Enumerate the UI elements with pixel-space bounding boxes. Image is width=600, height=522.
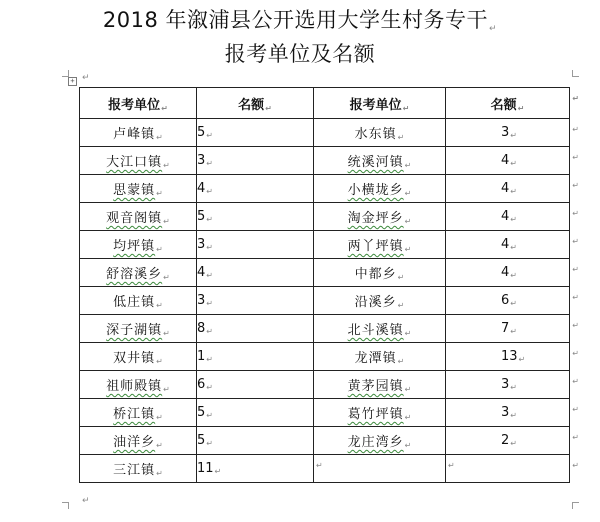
unit-a-cell-text: 油洋乡 — [113, 435, 156, 450]
unit-b-cell-text: 统溪河镇 — [347, 155, 404, 170]
quota-a-cell-value: 3 — [197, 293, 206, 308]
paragraph-mark-icon: ↵ — [397, 301, 405, 310]
paragraph-mark-icon: ↵ — [510, 383, 517, 392]
unit-a-cell-text: 三江镇 — [113, 463, 156, 478]
row-end-mark-icon: ↵ — [572, 377, 579, 386]
quota-a-cell-value: 1 — [197, 349, 206, 364]
document-title-line-1 — [0, 4, 600, 34]
quota-b-cell — [446, 371, 579, 399]
paragraph-mark-icon: ↵ — [156, 189, 163, 198]
quota-b-cell — [446, 315, 579, 343]
quota-b-cell-value: 3 — [501, 125, 510, 140]
unit-b-cell-text: 中都乡 — [354, 267, 397, 282]
unit-a-cell-text: 均坪镇 — [113, 239, 156, 254]
paragraph-mark-icon: ↵ — [163, 329, 170, 338]
table-row — [80, 119, 570, 147]
quota-b-cell-value: 3 — [501, 405, 510, 420]
row-end-mark-icon: ↵ — [572, 433, 579, 442]
paragraph-mark-icon: ↵ — [404, 161, 412, 170]
paragraph-mark-icon: ↵ — [214, 467, 222, 476]
paragraph-mark-icon: ↵ — [404, 217, 412, 226]
paragraph-mark-icon: ↵ — [206, 187, 213, 196]
paragraph-mark-icon: ↵ — [404, 189, 412, 198]
quota-b-cell-value: 4 — [501, 237, 510, 252]
unit-a-cell-text: 舒溶溪乡 — [106, 267, 163, 282]
unit-b-cell — [314, 203, 446, 231]
paragraph-mark-icon: ↵ — [206, 271, 213, 280]
quota-b-cell — [446, 455, 579, 483]
paragraph-mark-icon: ↵ — [397, 273, 405, 282]
quota-a-cell-value: 5 — [197, 405, 206, 420]
quota-b-cell-value: 4 — [501, 265, 510, 280]
header-quota-a: 名额↵ — [197, 88, 314, 119]
unit-a-cell — [80, 203, 197, 231]
row-end-mark-icon: ↵ — [572, 153, 579, 162]
quota-a-cell — [197, 427, 314, 455]
unit-b-cell-text: 水东镇 — [354, 127, 397, 142]
unit-a-cell-text: 祖师殿镇 — [106, 379, 163, 394]
quota-b-cell — [446, 175, 579, 203]
table-row — [80, 203, 570, 231]
row-end-mark-icon: ↵ — [572, 125, 579, 134]
quota-a-cell-value: 8 — [197, 321, 206, 336]
row-end-mark-icon: ↵ — [572, 209, 579, 218]
quota-b-cell-value: 4 — [501, 209, 510, 224]
table-row — [80, 315, 570, 343]
unit-a-cell — [80, 371, 197, 399]
unit-b-cell — [314, 175, 446, 203]
unit-a-cell — [80, 399, 197, 427]
paragraph-mark-icon: ↵ — [156, 133, 163, 142]
paragraph-mark-icon: ↵ — [510, 243, 517, 252]
unit-b-cell-text: 两丫坪镇 — [347, 239, 404, 254]
quota-a-cell-value: 5 — [197, 125, 206, 140]
table-move-handle-icon[interactable]: + — [68, 77, 77, 86]
unit-b-cell — [314, 371, 446, 399]
header-unit-b: 报考单位↵ — [314, 88, 446, 119]
quota-b-cell — [446, 287, 579, 315]
quota-a-cell — [197, 399, 314, 427]
document-title-line-2 — [0, 38, 600, 68]
quota-a-cell-value: 3 — [197, 237, 206, 252]
unit-a-cell — [80, 287, 197, 315]
unit-a-cell-text: 深子湖镇 — [106, 323, 163, 338]
paragraph-mark-icon: ↵ — [510, 327, 517, 336]
title-line-1-text: 2018 年溆浦县公开选用大学生村务专干 — [102, 8, 489, 32]
paragraph-mark-icon: ↵ — [156, 245, 163, 254]
paragraph-mark-icon: ↵ — [206, 243, 213, 252]
unit-a-cell — [80, 147, 197, 175]
table-row — [80, 399, 570, 427]
unit-a-cell — [80, 455, 197, 483]
table-row — [80, 147, 570, 175]
row-end-mark-icon: ↵ — [572, 321, 579, 330]
row-end-mark-icon: ↵ — [572, 405, 579, 414]
table-row — [80, 371, 570, 399]
unit-b-cell — [314, 287, 446, 315]
unit-a-cell — [80, 315, 197, 343]
quota-a-cell — [197, 231, 314, 259]
paragraph-mark-icon: ↵ — [510, 299, 517, 308]
paragraph-mark-icon: ↵ — [448, 461, 455, 470]
unit-b-cell — [314, 231, 446, 259]
unit-b-cell-text: 小横垅乡 — [347, 183, 404, 198]
quota-b-cell — [446, 147, 579, 175]
unit-a-cell — [80, 231, 197, 259]
paragraph-mark-icon: ↵ — [510, 215, 517, 224]
paragraph-mark-icon: ↵ — [510, 131, 517, 140]
paragraph-mark-icon: ↵ — [206, 327, 213, 336]
unit-a-cell-text: 观音阁镇 — [106, 211, 163, 226]
unit-b-cell — [314, 399, 446, 427]
header-quota-b: 名额↵ ↵ — [446, 88, 570, 119]
quota-a-cell — [197, 287, 314, 315]
unit-b-cell-text: 龙潭镇 — [354, 351, 397, 366]
paragraph-mark-icon: ↵ — [206, 299, 213, 308]
unit-a-cell-text: 大江口镇 — [106, 155, 163, 170]
quota-b-cell — [446, 259, 579, 287]
quota-b-cell — [446, 119, 579, 147]
unit-a-cell — [80, 427, 197, 455]
quota-b-cell — [446, 203, 579, 231]
margin-corner-top-right — [572, 70, 579, 77]
quota-a-cell — [197, 371, 314, 399]
unit-a-cell-text: 双井镇 — [113, 351, 156, 366]
quota-a-cell — [197, 175, 314, 203]
unit-b-cell — [314, 259, 446, 287]
paragraph-mark-icon: ↵ — [397, 357, 405, 366]
paragraph-mark-icon: ↵ — [163, 217, 170, 226]
table-row — [80, 427, 570, 455]
paragraph-mark-icon: ↵ — [206, 439, 213, 448]
paragraph-mark-icon: ↵ — [510, 271, 517, 280]
unit-b-cell — [314, 343, 446, 371]
quota-b-cell — [446, 399, 579, 427]
paragraph-mark-icon: ↵ — [404, 245, 412, 254]
margin-corner-bottom-left — [62, 502, 69, 509]
row-end-mark-icon: ↵ — [572, 349, 579, 358]
unit-b-cell-text: 沿溪乡 — [354, 295, 397, 310]
quota-table — [79, 87, 579, 483]
table-row — [80, 455, 570, 483]
table-header-row — [80, 88, 570, 119]
paragraph-mark-icon: ↵ — [206, 215, 213, 224]
unit-a-cell-text: 思蒙镇 — [113, 183, 156, 198]
quota-a-cell-value: 5 — [197, 433, 206, 448]
quota-a-cell-value: 6 — [197, 377, 206, 392]
paragraph-mark-icon: ↵ — [206, 131, 213, 140]
paragraph-mark-icon: ↵ — [156, 413, 163, 422]
quota-b-cell-value: 4 — [501, 153, 510, 168]
paragraph-mark-icon: ↵ — [156, 441, 163, 450]
quota-a-cell — [197, 343, 314, 371]
quota-a-cell — [197, 119, 314, 147]
header-unit-a: 报考单位↵ — [80, 88, 197, 119]
row-end-mark-icon: ↵ — [572, 293, 579, 302]
unit-b-cell-text: 龙庄湾乡 — [347, 435, 404, 450]
unit-b-cell — [314, 147, 446, 175]
unit-a-cell — [80, 119, 197, 147]
row-end-mark-icon: ↵ — [572, 461, 579, 470]
unit-a-cell — [80, 175, 197, 203]
row-end-mark-icon: ↵ — [572, 237, 579, 246]
paragraph-mark-icon: ↵ — [163, 385, 170, 394]
quota-a-cell — [197, 203, 314, 231]
table-row — [80, 231, 570, 259]
quota-b-cell — [446, 343, 579, 371]
paragraph-mark-icon: ↵ — [206, 383, 213, 392]
quota-b-cell — [446, 427, 579, 455]
quota-a-cell-value: 4 — [197, 181, 206, 196]
unit-b-cell-text: 黄茅园镇 — [347, 379, 404, 394]
row-end-mark-icon: ↵ — [572, 181, 579, 190]
paragraph-mark-icon: ↵ — [510, 439, 517, 448]
unit-a-cell-text: 卢峰镇 — [113, 127, 156, 142]
table-body — [80, 119, 579, 483]
quota-a-cell — [197, 147, 314, 175]
paragraph-mark-icon: ↵ — [206, 355, 213, 364]
quota-b-cell-value: 4 — [501, 181, 510, 196]
paragraph-mark-icon: ↵ — [489, 24, 498, 34]
quota-a-cell — [197, 259, 314, 287]
unit-a-cell — [80, 343, 197, 371]
table-row — [80, 287, 570, 315]
unit-b-cell — [314, 455, 446, 483]
quota-a-cell-value: 4 — [197, 265, 206, 280]
quota-b-cell — [446, 231, 579, 259]
paragraph-mark-icon: ↵ — [404, 441, 412, 450]
paragraph-mark-icon: ↵ — [156, 357, 163, 366]
quota-b-cell-value: 3 — [501, 377, 510, 392]
paragraph-mark-icon: ↵ — [206, 411, 213, 420]
table-row — [80, 343, 570, 371]
margin-corner-bottom-right — [572, 502, 579, 509]
title-line-2-text: 报考单位及名额 — [224, 42, 376, 66]
paragraph-mark-icon: ↵ — [316, 461, 324, 470]
quota-b-cell-value: 7 — [501, 321, 510, 336]
unit-b-cell — [314, 119, 446, 147]
paragraph-mark-icon: ↵ — [518, 355, 526, 364]
paragraph-mark-icon: ↵ — [510, 187, 517, 196]
unit-a-cell-text: 桥江镇 — [113, 407, 156, 422]
unit-b-cell — [314, 315, 446, 343]
quota-a-cell-value: 3 — [197, 153, 206, 168]
paragraph-mark-icon: ↵ — [163, 273, 170, 282]
paragraph-mark-icon: ↵ — [82, 496, 90, 506]
paragraph-mark-icon: ↵ — [397, 133, 405, 142]
paragraph-mark-icon: ↵ — [510, 159, 517, 168]
quota-b-cell-value: 6 — [501, 293, 510, 308]
paragraph-mark-icon: ↵ — [82, 73, 90, 83]
paragraph-mark-icon: ↵ — [510, 411, 517, 420]
quota-a-cell — [197, 455, 314, 483]
paragraph-mark-icon: ↵ — [206, 159, 213, 168]
unit-b-cell-text: 淘金坪乡 — [347, 211, 404, 226]
quota-b-cell-value: 2 — [501, 433, 510, 448]
unit-b-cell — [314, 427, 446, 455]
paragraph-mark-icon: ↵ — [404, 413, 412, 422]
row-end-mark-icon: ↵ — [572, 265, 579, 274]
paragraph-mark-icon: ↵ — [156, 301, 163, 310]
unit-a-cell-text: 低庄镇 — [113, 295, 156, 310]
margin-corner-top-left — [62, 70, 69, 77]
quota-a-cell-value: 5 — [197, 209, 206, 224]
paragraph-mark-icon: ↵ — [404, 329, 412, 338]
quota-a-cell-value: 11 — [197, 461, 214, 476]
quota-b-cell-value: 13 — [501, 349, 518, 364]
table-row — [80, 259, 570, 287]
unit-b-cell-text: 北斗溪镇 — [347, 323, 404, 338]
table-row — [80, 175, 570, 203]
quota-a-cell — [197, 315, 314, 343]
unit-b-cell-text: 葛竹坪镇 — [347, 407, 404, 422]
unit-a-cell — [80, 259, 197, 287]
paragraph-mark-icon: ↵ — [156, 469, 163, 478]
paragraph-mark-icon: ↵ — [404, 385, 412, 394]
paragraph-mark-icon: ↵ — [163, 161, 170, 170]
